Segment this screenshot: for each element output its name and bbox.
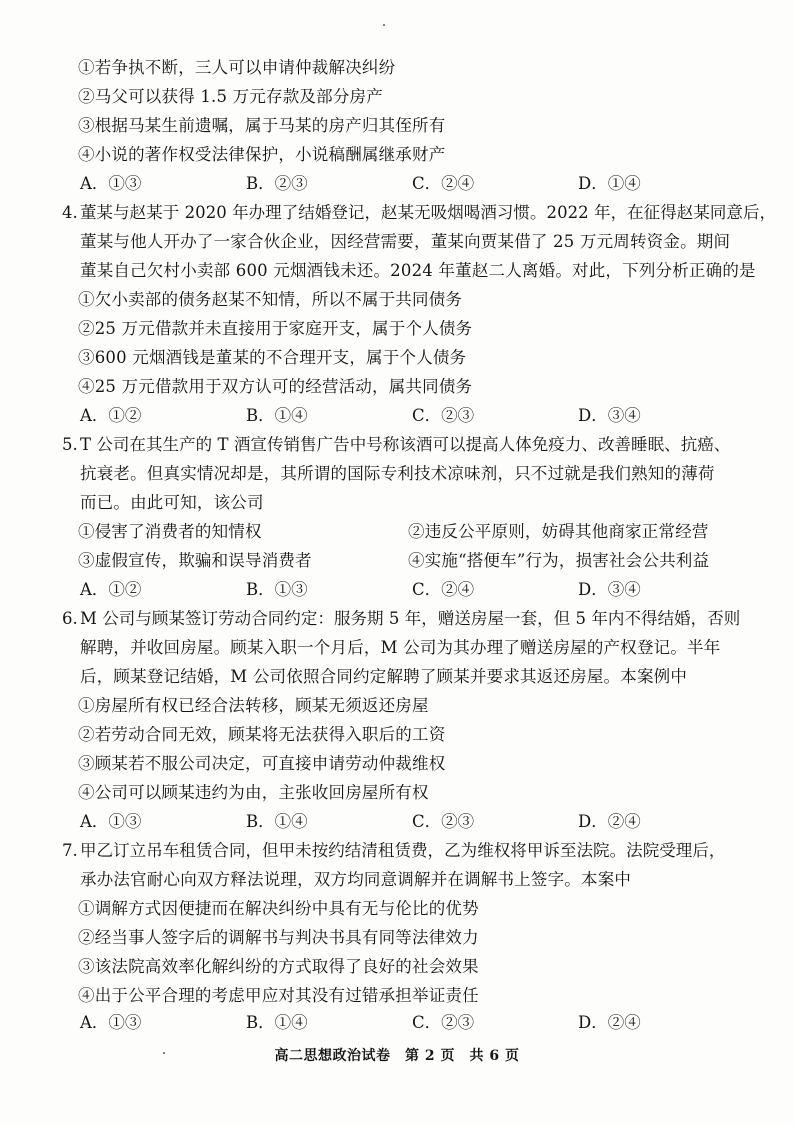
q5-option-a: A．①② <box>80 580 142 599</box>
q5-stem-line-1: T 公司在其生产的 T 酒宣传销售广告中号称该酒可以提高人体免疫力、改善睡眠、抗癌、 <box>80 435 731 454</box>
q7-number: 7. <box>62 841 78 860</box>
q5-item-2: ②违反公平原则，妨碍其他商家正常经营 <box>408 522 709 541</box>
q5-item-3: ③虚假宣传，欺骗和误导消费者 <box>78 551 312 570</box>
q5-option-d: D．③④ <box>578 580 641 599</box>
q5-stem-line-2: 抗衰老。但真实情况却是，其所谓的国际专利技术凉味剂，只不过就是我们熟知的薄荷 <box>80 464 715 483</box>
q6-number: 6. <box>62 609 78 628</box>
q4-number: 4. <box>62 203 78 222</box>
q6-option-a: A．①③ <box>80 812 142 831</box>
q5-item-1: ①侵害了消费者的知情权 <box>78 522 262 541</box>
q6-option-c: C．②③ <box>412 812 475 831</box>
q5-stem-line-3: 而已。由此可知，该公司 <box>80 493 264 512</box>
page-footer: 高二思想政治试卷 第 2 页 共 6 页 <box>274 1048 520 1064</box>
q7-option-c: C．②③ <box>412 1013 475 1032</box>
q6-item-4: ④公司可以顾某违约为由，主张收回房屋所有权 <box>78 783 429 802</box>
q4-stem-line-3: 董某自己欠村小卖部 600 元烟酒钱未还。2024 年董赵二人离婚。对此，下列分析正确的是 <box>80 261 756 280</box>
q4-stem-line-1: 董某与赵某于 2020 年办理了结婚登记，赵某无吸烟喝酒习惯。2022 年，在征得赵某同意后， <box>80 203 777 222</box>
q5-item-4: ④实施“搭便车”行为，损害社会公共利益 <box>408 551 710 570</box>
q6-stem-line-2: 解聘，并收回房屋。顾某入职一个月后，M 公司为其办理了赠送房屋的产权登记。半年 <box>80 638 721 657</box>
q4-item-3: ③600 元烟酒钱是董某的不合理开支，属于个人债务 <box>78 348 467 367</box>
q5-option-c: C．②④ <box>412 580 475 599</box>
q5-number: 5. <box>62 435 78 454</box>
q7-item-1: ①调解方式因便捷而在解决纠纷中具有无与伦比的优势 <box>78 899 479 918</box>
q6-item-3: ③顾某若不服公司决定，可直接申请劳动仲裁维权 <box>78 754 446 773</box>
q7-option-d: D．②④ <box>578 1013 641 1032</box>
q4-stem-line-2: 董某与他人开办了一家合伙企业，因经营需要，董某向贾某借了 25 万元周转资金。期间 <box>80 232 731 251</box>
q3-option-c: C．②④ <box>412 174 475 193</box>
q7-stem-line-1: 甲乙订立吊车租赁合同，但甲未按约结清租赁费，乙为维权将甲诉至法院。法院受理后， <box>80 841 726 860</box>
q4-item-2: ②25 万元借款并未直接用于家庭开支，属于个人债务 <box>78 319 473 338</box>
q3-item-1: ①若争执不断，三人可以申请仲裁解决纠纷 <box>78 58 396 77</box>
q3-option-b: B．②③ <box>246 174 308 193</box>
q6-stem-line-3: 后，顾某登记结婚，M 公司依照合同约定解聘了顾某并要求其返还房屋。本案例中 <box>80 667 688 686</box>
q6-item-1: ①房屋所有权已经合法转移，顾某无须返还房屋 <box>78 696 429 715</box>
q4-option-c: C．②③ <box>412 406 475 425</box>
q4-item-1: ①欠小卖部的债务赵某不知情，所以不属于共同债务 <box>78 290 463 309</box>
q4-option-b: B．①④ <box>246 406 308 425</box>
q4-item-4: ④25 万元借款用于双方认可的经营活动，属共同债务 <box>78 377 473 396</box>
q6-option-b: B．①④ <box>246 812 308 831</box>
q7-item-2: ②经当事人签字后的调解书与判决书具有同等法律效力 <box>78 928 479 947</box>
q6-item-2: ②若劳动合同无效，顾某将无法获得入职后的工资 <box>78 725 446 744</box>
q3-option-d: D．①④ <box>578 174 641 193</box>
q7-item-3: ③该法院高效率化解纠纷的方式取得了良好的社会效果 <box>78 957 479 976</box>
q4-option-d: D．③④ <box>578 406 641 425</box>
q7-option-a: A．①③ <box>80 1013 142 1032</box>
q7-item-4: ④出于公平合理的考虑甲应对其没有过错承担举证责任 <box>78 986 479 1005</box>
q6-stem-line-1: M 公司与顾某签订劳动合同约定：服务期 5 年，赠送房屋一套，但 5 年内不得结婚，否则 <box>80 609 741 628</box>
q6-option-d: D．②④ <box>578 812 641 831</box>
q3-item-4: ④小说的著作权受法律保护，小说稿酬属继承财产 <box>78 145 446 164</box>
q3-item-3: ③根据马某生前遗嘱，属于马某的房产归其侄所有 <box>78 116 446 135</box>
q3-item-2: ②马父可以获得 1.5 万元存款及部分房产 <box>78 87 383 106</box>
q7-option-b: B．①④ <box>246 1013 308 1032</box>
q3-option-a: A．①③ <box>80 174 142 193</box>
scan-speck <box>383 24 385 26</box>
q5-option-b: B．①③ <box>246 580 308 599</box>
q7-stem-line-2: 承办法官耐心向双方释法说理，双方均同意调解并在调解书上签字。本案中 <box>80 870 632 889</box>
q4-option-a: A．①② <box>80 406 142 425</box>
